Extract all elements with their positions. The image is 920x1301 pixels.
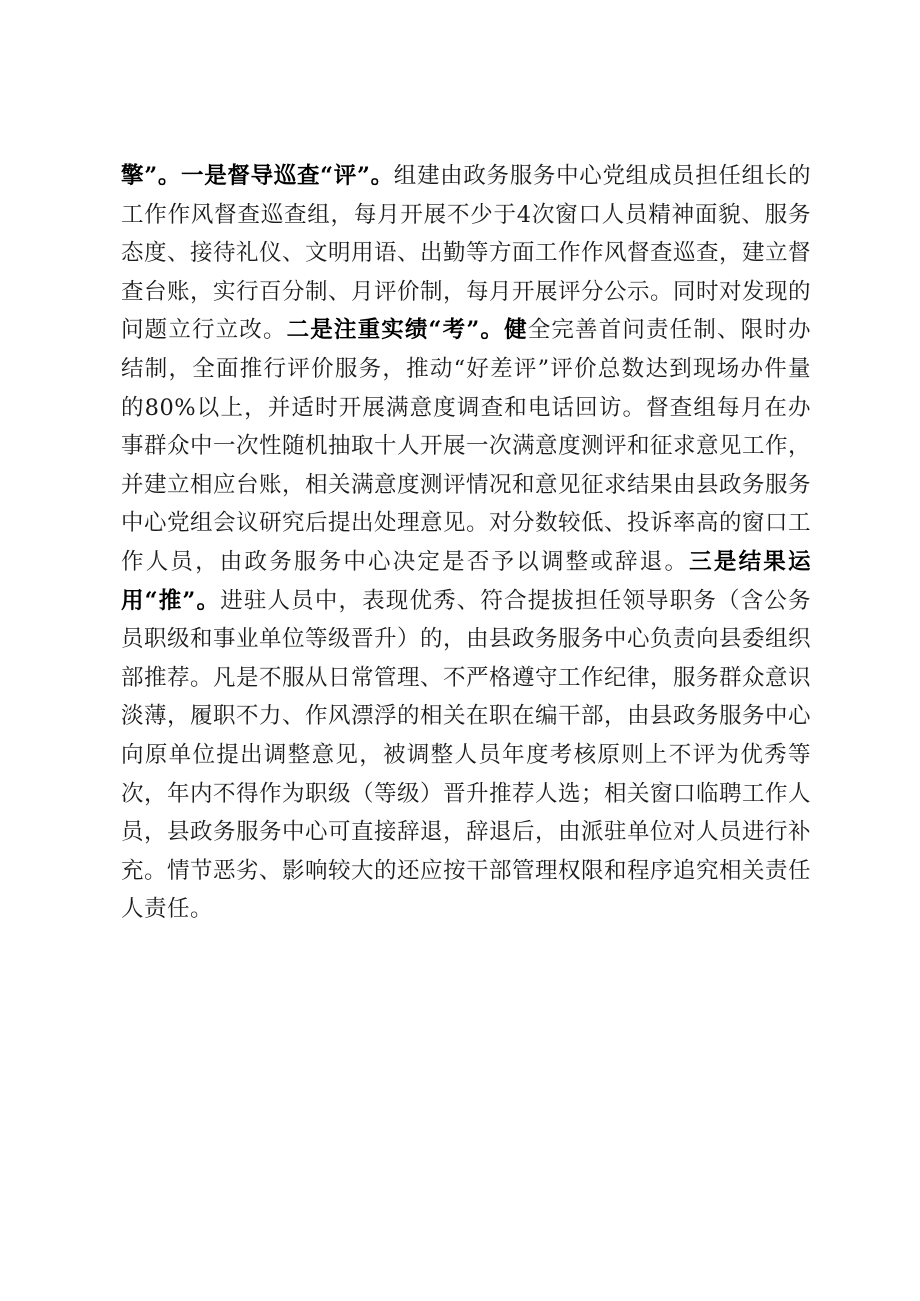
paragraph-continuation-heading: 擎”。 — [121, 163, 182, 189]
text-performance-assessment: 全完善首问责任制、限时办结制，全面推行评价服务，推动“好差评”评价总数达到现场办件量的80%以上，并适时开展满意度调查和电话回访。督查组每月在办事群众中一次性随机抽取十人开展一次满意度测评和征求意见工作，并建立相应台账，相关满意度测评情况和意见征求结果由县政务服务中心党组会议研究后提出处理意见。对分数较低、投诉率高的窗口工作人员，由政务服务中心决定是否予以调整或辞退。 — [121, 317, 812, 575]
heading-result-application: 三是结果运用“推”。 — [121, 548, 811, 614]
body-paragraph — [121, 157, 811, 929]
text-result-application: 进驻人员中，表现优秀、符合提拔担任领导职务（含公务员职级和事业单位等级晋升）的，由县政务服务中心负责向县委组织部推荐。凡是不服从日常管理、不严格遵守工作纪律，服务群众意识淡薄，履职不力、作风漂浮的相关在职在编干部，由县政务服务中心向原单位提出调整意见，被调整人员年度考核原则上不评为优秀等次，年内不得作为职级（等级）晋升推荐人选；相关窗口临聘工作人员，县政务服务中心可直接辞退，辞退后，由派驻单位对人员进行补充。情节恶劣、影响较大的还应按干部管理权限和程序追究相关责任人责任。 — [121, 587, 812, 923]
text-supervision-inspection: 组建由政务服务中心党组成员担任组长的工作作风督查巡查组，每月开展不少于4次窗口人员精神面貌、服务态度、接待礼仪、文明用语、出勤等方面工作作风督查巡查，建立督查台账，实行百分制、月评价制，每月开展评分公示。同时对发现的问题立行立改。 — [121, 163, 812, 344]
heading-performance-assessment: 二是注重实绩“考”。健 — [286, 317, 528, 344]
heading-supervision-inspection: 一是督导巡查“评”。 — [181, 163, 394, 189]
